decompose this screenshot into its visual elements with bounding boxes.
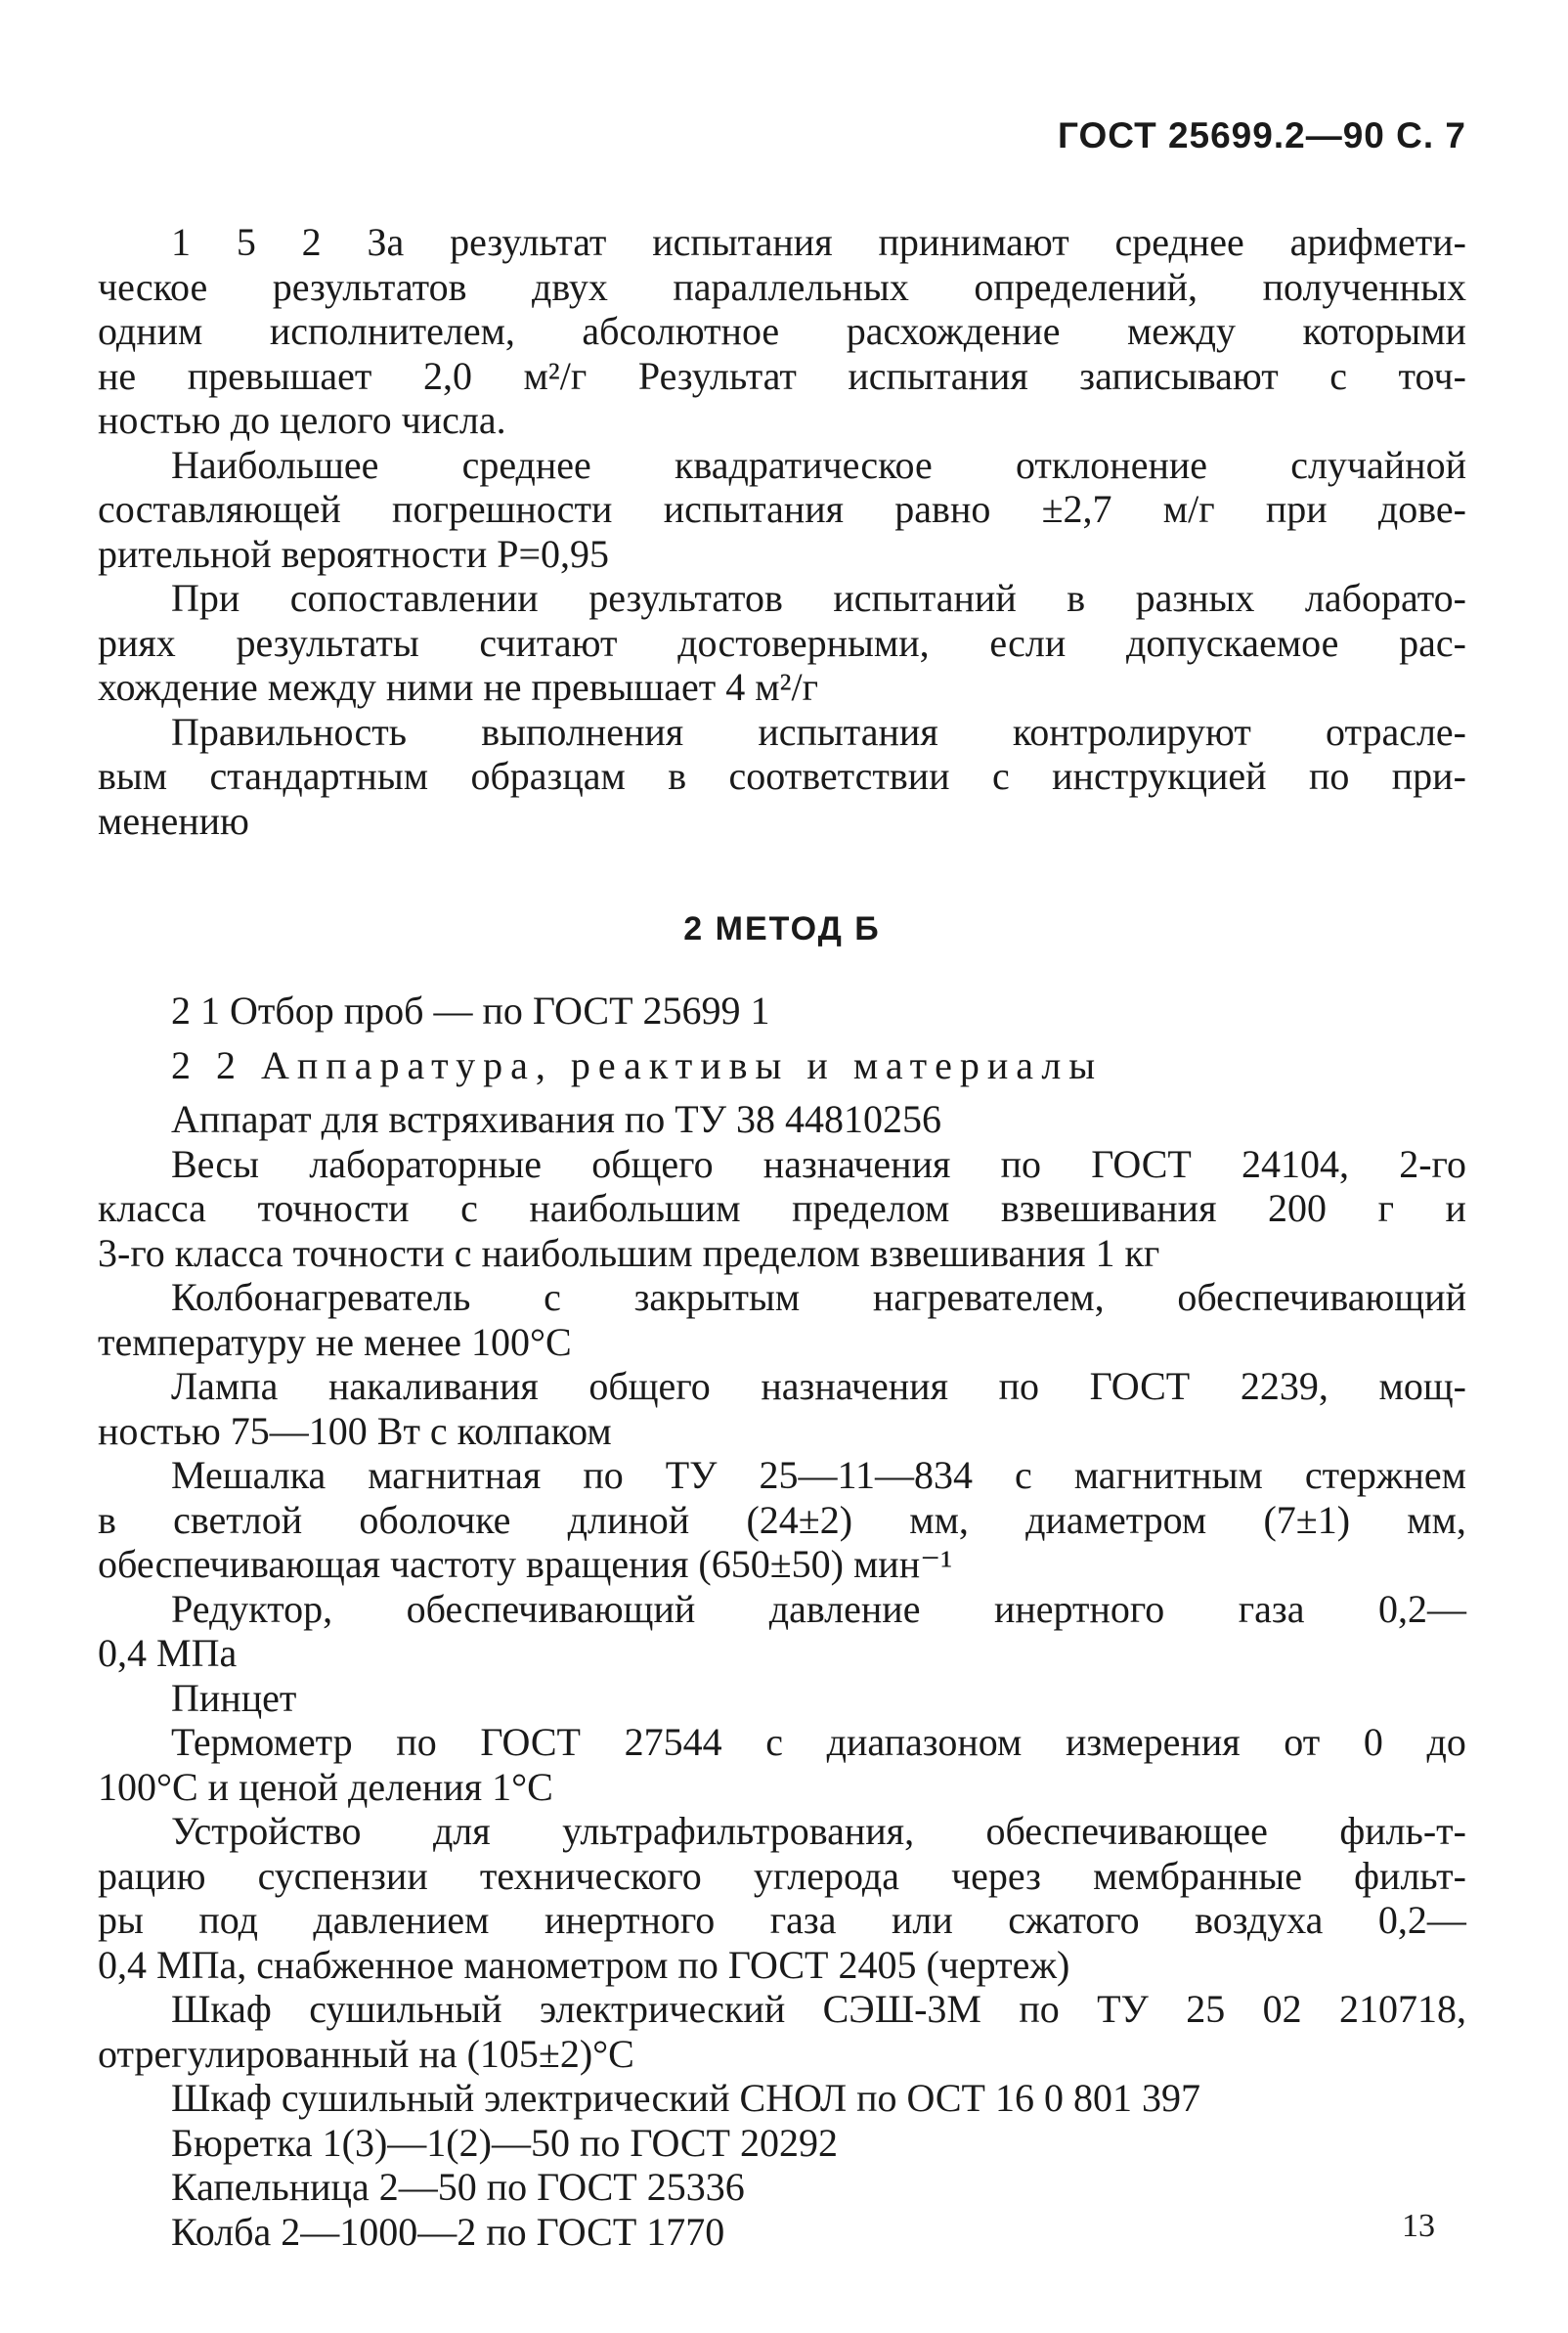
paragraph-deviation [98, 443, 1466, 577]
equipment-item [98, 2121, 1466, 2166]
word: расхождение [846, 309, 1061, 353]
text-line [98, 1854, 1466, 1899]
word: допускаемое [1125, 620, 1339, 665]
word: магнитным [1073, 1453, 1263, 1497]
text-line [98, 576, 1466, 621]
word: равно [894, 487, 991, 531]
word: стержнем [1304, 1453, 1466, 1497]
word: при- [1391, 754, 1466, 798]
word: испытания [758, 709, 938, 754]
word: м²/г [523, 353, 588, 398]
text-line [98, 1453, 1466, 1498]
word: общего [588, 1364, 711, 1408]
word: с [460, 1186, 478, 1230]
word: лаборато- [1304, 576, 1466, 620]
word: полученных [1262, 264, 1466, 309]
equipment-item [98, 1809, 1466, 1987]
word: между [1126, 309, 1237, 353]
word: сжатого [1008, 1898, 1140, 1942]
paragraph-comparison [98, 576, 1466, 710]
text-line [98, 309, 1466, 354]
word: исполнителем, [269, 309, 515, 353]
word: не [98, 353, 137, 398]
word: нагревателем, [872, 1275, 1105, 1319]
word: или [891, 1898, 953, 1942]
word: соответствии [728, 754, 950, 798]
word: светлой [173, 1497, 303, 1542]
equipment-item [98, 2165, 1466, 2210]
word: 2239, [1240, 1364, 1328, 1408]
word: до [1426, 1720, 1466, 1764]
word: ультрафильтрования, [562, 1809, 915, 1853]
equipment-item [98, 1720, 1466, 1809]
word: взвешивания [1000, 1186, 1217, 1230]
text-line [98, 487, 1466, 532]
word: мембранные [1093, 1853, 1303, 1898]
word: измерения [1065, 1720, 1241, 1764]
word: по [1000, 1141, 1041, 1186]
word: при [1265, 487, 1328, 531]
word: 2-го [1399, 1141, 1466, 1186]
text-line [98, 1186, 1466, 1231]
word: для [432, 1809, 491, 1853]
word: 5 [236, 220, 256, 264]
word: магнитная [368, 1453, 542, 1497]
text-line [98, 354, 1466, 399]
word: оболочке [359, 1497, 511, 1542]
text-line [98, 1498, 1466, 1543]
word: ТУ [1097, 1987, 1149, 2031]
word: Результат [637, 353, 797, 398]
text-line [98, 1720, 1466, 1765]
word: Наибольшее [171, 442, 379, 487]
word: 2,0 [422, 353, 472, 398]
equipment-item [98, 2076, 1466, 2121]
text-line: Колба 2—1000—2 по ГОСТ 1770 [171, 2209, 725, 2254]
word: отрасле- [1326, 709, 1466, 754]
word: 0,2— [1377, 1898, 1466, 1942]
word: воздуха [1195, 1898, 1324, 1942]
text-line [98, 754, 1466, 799]
text-line: ностью 75—100 Вт с колпаком [98, 1408, 612, 1453]
word: класса [98, 1186, 206, 1230]
text-line: 0,4 МПа [98, 1631, 238, 1675]
section-title: 2 МЕТОД Б [683, 910, 881, 947]
text-line [98, 265, 1466, 310]
word: Редуктор, [171, 1586, 333, 1631]
text-line: 0,4 МПа, снабженное манометром по ГОСТ 2405 (чертеж) [98, 1942, 1070, 1987]
word: обеспечивающее [985, 1809, 1268, 1853]
page-number: 13 [1402, 2208, 1435, 2244]
text-line: Пинцет [171, 1675, 297, 1720]
word: технического [479, 1853, 702, 1898]
word: За [367, 220, 405, 264]
word: среднее [1114, 220, 1244, 264]
word: в [98, 1497, 116, 1542]
word: углерода [753, 1853, 899, 1898]
word: через [951, 1853, 1041, 1898]
word: 0 [1363, 1720, 1383, 1764]
word: с [544, 1275, 561, 1319]
word: рас- [1399, 620, 1466, 665]
word: Мешалка [171, 1453, 327, 1497]
equipment-item [98, 1097, 1466, 1142]
word: выполнения [481, 709, 684, 754]
text-line: менению [98, 798, 249, 843]
text-line [98, 1364, 1466, 1409]
word: считают [479, 620, 618, 665]
word: среднее [461, 442, 591, 487]
word: 25 [1186, 1987, 1226, 2031]
paragraph-2-1: 2 1 Отбор проб — по ГОСТ 25699 1 [171, 989, 770, 1033]
word: с [765, 1720, 784, 1764]
word: 210718, [1339, 1987, 1466, 2031]
word: газа [1238, 1586, 1305, 1631]
text-line: 3-го класса точности с наибольшим пределом взвешивания 1 кг [98, 1230, 1160, 1275]
word: наибольшим [529, 1186, 741, 1230]
word: точ- [1398, 353, 1466, 398]
word: с [991, 754, 1010, 798]
word: 2 [301, 220, 322, 264]
word: Устройство [171, 1809, 362, 1853]
word: 24104, [1241, 1141, 1350, 1186]
text-line [98, 220, 1466, 265]
word: (24±2) [746, 1497, 853, 1542]
text-line: температуру не менее 100°С [98, 1319, 572, 1364]
word: испытаний [833, 576, 1017, 620]
word: с [1329, 353, 1348, 398]
word: фильт- [1354, 1853, 1466, 1898]
word: инертного [544, 1898, 716, 1942]
text-line [98, 1809, 1466, 1854]
text-line: Шкаф сушильный электрический СНОЛ по ОСТ 16 0 801 397 [171, 2076, 1200, 2120]
word: обеспечивающий [406, 1586, 696, 1631]
word: давлением [313, 1898, 490, 1942]
paragraph-2-2-heading: 2 2 Аппаратура, реактивы и материалы [171, 1042, 1104, 1087]
word: длиной [567, 1497, 690, 1542]
word: по [396, 1720, 437, 1764]
word: вым [98, 754, 168, 798]
word: 200 [1268, 1186, 1328, 1230]
word: разных [1135, 576, 1255, 620]
text-line: Аппарат для встряхивания по ТУ 38 44810256 [171, 1097, 942, 1141]
word: по [1019, 1987, 1060, 2031]
word: давление [768, 1586, 921, 1631]
text-line [98, 1898, 1466, 1943]
word: контролируют [1012, 709, 1251, 754]
word: филь-т- [1339, 1809, 1466, 1853]
word: ческое [98, 264, 208, 309]
word: Шкаф [171, 1987, 272, 2031]
word: которыми [1302, 309, 1466, 353]
equipment-item [98, 1676, 1466, 1721]
paragraph-correctness [98, 710, 1466, 844]
word: в [1067, 576, 1086, 620]
word: абсолютное [582, 309, 780, 353]
word: назначения [762, 1141, 951, 1186]
word: ры [98, 1898, 144, 1942]
text-line: Бюретка 1(3)—1(2)—50 по ГОСТ 20292 [171, 2120, 838, 2165]
equipment-item [98, 1275, 1466, 1364]
word: сопоставлении [289, 576, 539, 620]
text-line: ностью до целого числа. [98, 398, 506, 442]
word: обеспечивающий [1177, 1275, 1466, 1319]
equipment-item [98, 2210, 1466, 2255]
word: испытания [848, 353, 1028, 398]
word: по [583, 1453, 624, 1497]
word: ТУ [665, 1453, 718, 1497]
equipment-item [98, 1364, 1466, 1453]
text-line: Капельница 2—50 по ГОСТ 25336 [171, 2165, 745, 2209]
word: назначения [761, 1364, 948, 1408]
word: 02 [1262, 1987, 1302, 2031]
word: общего [591, 1141, 714, 1186]
word: ГОСТ [1089, 1364, 1191, 1408]
word: погрешности [392, 487, 613, 531]
word: Весы [171, 1141, 260, 1186]
document-body [98, 220, 1466, 2254]
text-line: хождение между ними не превышает 4 м²/г [98, 665, 819, 709]
text-line [98, 443, 1466, 488]
word: записывают [1079, 353, 1279, 398]
word: лабораторные [309, 1141, 543, 1186]
word: суспензии [257, 1853, 428, 1898]
word: параллельных [673, 264, 909, 309]
word: электрический [539, 1987, 786, 2031]
word: ГОСТ [1091, 1141, 1192, 1186]
word: и [1445, 1186, 1466, 1230]
word: Правильность [171, 709, 408, 754]
word: При [171, 576, 240, 620]
text-line [98, 1987, 1466, 2032]
text-line [98, 710, 1466, 755]
word: сушильный [309, 1987, 502, 2031]
word: случайной [1290, 442, 1466, 487]
word: Лампа [171, 1364, 279, 1408]
equipment-list [98, 1097, 1466, 2254]
word: результат [450, 220, 607, 264]
word: диапазоном [826, 1720, 1023, 1764]
text-line [98, 1587, 1466, 1632]
word: 0,2— [1377, 1586, 1466, 1631]
word: двух [531, 264, 608, 309]
word: результатов [588, 576, 783, 620]
word: рацию [98, 1853, 206, 1898]
text-line [98, 1142, 1466, 1187]
word: по [1308, 754, 1350, 798]
word: образцам [470, 754, 626, 798]
word: 1 [171, 220, 191, 264]
text-line: рительной вероятности P=0,95 [98, 531, 610, 576]
word: результатов [272, 264, 467, 309]
word: Термометр [171, 1720, 353, 1764]
word: стандартным [209, 754, 429, 798]
word: м/г [1162, 487, 1215, 531]
word: пределом [792, 1186, 950, 1230]
word: накаливания [327, 1364, 539, 1408]
word: по [998, 1364, 1039, 1408]
paragraph-1-5-2 [98, 220, 1466, 443]
word: достоверными, [677, 620, 930, 665]
word: ±2,7 [1041, 487, 1112, 531]
word: превышает [187, 353, 372, 398]
word: от [1284, 1720, 1321, 1764]
word: если [989, 620, 1067, 665]
word: дове- [1377, 487, 1466, 531]
word: (7±1) [1263, 1497, 1351, 1542]
word: ГОСТ [480, 1720, 581, 1764]
equipment-item [98, 1142, 1466, 1276]
word: квадратическое [674, 442, 933, 487]
word: инертного [993, 1586, 1165, 1631]
text-line: обеспечивающая частоту вращения (650±50) мин⁻¹ [98, 1542, 953, 1586]
word: 27544 [624, 1720, 722, 1764]
word: под [198, 1898, 258, 1942]
equipment-item [98, 1587, 1466, 1676]
word: газа [769, 1898, 837, 1942]
word: испытания [663, 487, 845, 531]
word: г [1377, 1186, 1394, 1230]
text-line: 100°С и ценой деления 1°С [98, 1764, 553, 1809]
word: мм, [909, 1497, 969, 1542]
equipment-item [98, 1453, 1466, 1587]
word: в [668, 754, 687, 798]
word: инструкцией [1052, 754, 1267, 798]
word: закрытым [633, 1275, 801, 1319]
word: СЭШ-3М [822, 1987, 981, 2031]
text-line [98, 1275, 1466, 1320]
word: отклонение [1015, 442, 1208, 487]
equipment-item [98, 1987, 1466, 2076]
word: Колбонагреватель [171, 1275, 471, 1319]
page-header: ГОСТ 25699.2—90 С. 7 [1058, 115, 1466, 155]
word: диаметром [1025, 1497, 1207, 1542]
text-line: отрегулированный на (105±2)°С [98, 2031, 634, 2076]
word: с [1015, 1453, 1032, 1497]
word: риях [98, 620, 176, 665]
word: одним [98, 309, 203, 353]
word: составляющей [98, 487, 341, 531]
word: точности [257, 1186, 410, 1230]
word: принимают [878, 220, 1069, 264]
word: определений, [974, 264, 1198, 309]
word: мм, [1407, 1497, 1466, 1542]
word: арифмети- [1289, 220, 1466, 264]
word: испытания [652, 220, 833, 264]
word: результаты [236, 620, 419, 665]
word: мощ- [1378, 1364, 1466, 1408]
text-line [98, 621, 1466, 666]
word: 25—11—834 [759, 1453, 973, 1497]
